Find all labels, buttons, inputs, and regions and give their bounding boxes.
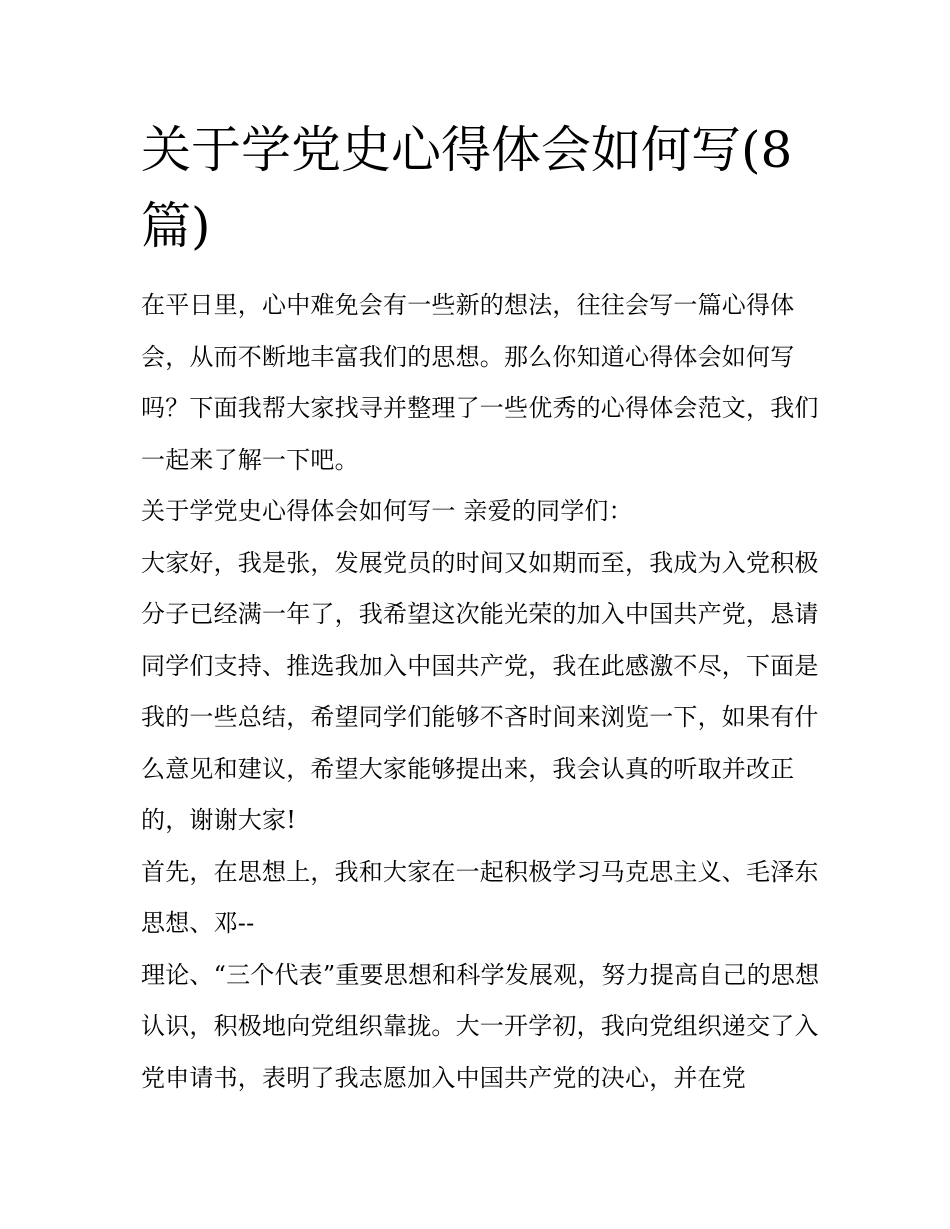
page-title: 关于学党史心得体会如何写(8篇) — [141, 121, 793, 255]
intro-paragraph: 在平日里，心中难免会有一些新的想法，往往会写一篇心得体会，从而不断地丰富我们的思想。那么你知道心得体会如何写吗？下面我帮大家找寻并整理了一些优秀的心得体会范文，我们一起来了解一下吧。 — [141, 291, 819, 474]
body-paragraph: 大家好，我是张，发展党员的时间又如期而至，我成为入党积极分子已经满一年了，我希望这次能光荣的加入中国共产党，恳请同学们支持、推选我加入中国共产党，我在此感激不尽，下面是我的一些总结，希望同学们能够不吝时间来浏览一下，如果有什么意见和建议，希望大家能够提出来，我会认真的听取并改正的，谢谢大家! — [141, 548, 819, 834]
body-paragraph: 理论、“三个代表”重要思想和科学发展观，努力提高自己的思想认识，积极地向党组织靠拢。大一开学初，我向党组织递交了入党申请书，表明了我志愿加入中国共产党的决心，并在党 — [141, 960, 820, 1092]
document-body — [141, 112, 821, 1104]
body-paragraph: 首先，在思想上，我和大家在一起积极学习马克思主义、毛泽东思想、邓-- — [141, 857, 819, 937]
section-heading-paragraph: 关于学党史心得体会如何写一 亲爱的同学们： — [141, 497, 633, 525]
